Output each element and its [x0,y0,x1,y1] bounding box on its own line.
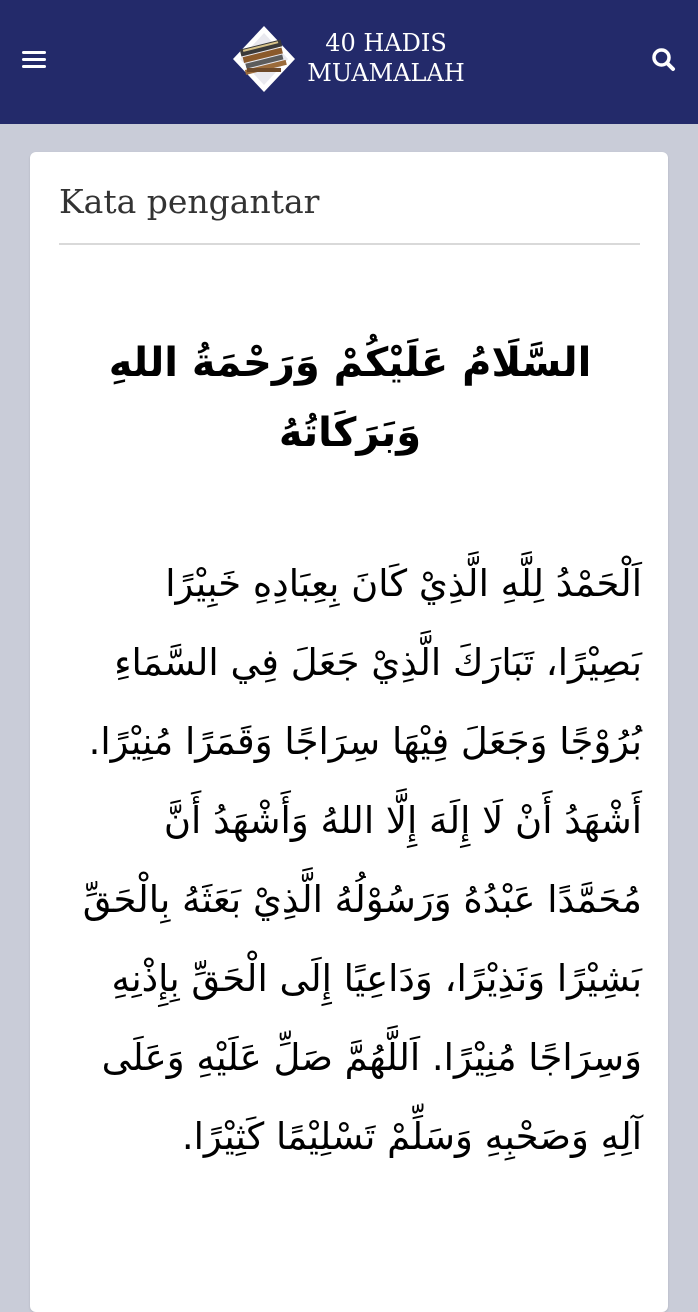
page-title: Kata pengantar [59,182,320,221]
app-brand-title[interactable] [300,28,472,88]
arabic-preface-text: اَلْحَمْدُ لِلَّهِ الَّذِيْ كَانَ بِعِبَادِهِ خَبِيْرًا بَصِيْرًا، تَبَارَكَ الَّذِيْ جَعَلَ فِي السَّمَاءِ بُرُوْجًا وَجَعَلَ فِيْهَا سِرَاجًا وَقَمَرًا مُنِيْرًا. أَشْهَدُ أَنْ لَا إِلَهَ إِلَّا اللهُ وَأَشْهَدُ أَنَّ مُحَمَّدًا عَبْدُهُ وَرَسُوْلُهُ الَّذِيْ بَعَثَهُ بِالْحَقِّ بَشِيْرًا وَنَذِيْرًا، وَدَاعِيًا إِلَى الْحَقِّ بِإِذْنِهِ وَسِرَاجًا مُنِيْرًا. اَللَّهُمَّ صَلِّ عَلَيْهِ وَعَلَى آلِهِ وَصَحْبِهِ وَسَلِّمْ تَسْلِيْمًا كَثِيْرًا. [82,562,642,1158]
brand-line-1: 40 HADIS [325,29,447,57]
app-header [0,0,698,124]
salam-greeting: السَّلَامُ عَلَيْكُمْ وَرَحْمَةُ اللهِ وَبَرَكَاتُهُ [108,340,592,456]
search-icon[interactable] [648,44,680,76]
hamburger-menu-icon[interactable] [22,47,48,73]
title-divider [59,243,640,245]
brand-line-2: MUAMALAH [307,59,465,87]
content-card [30,152,668,1312]
book-logo-icon[interactable] [229,24,299,94]
